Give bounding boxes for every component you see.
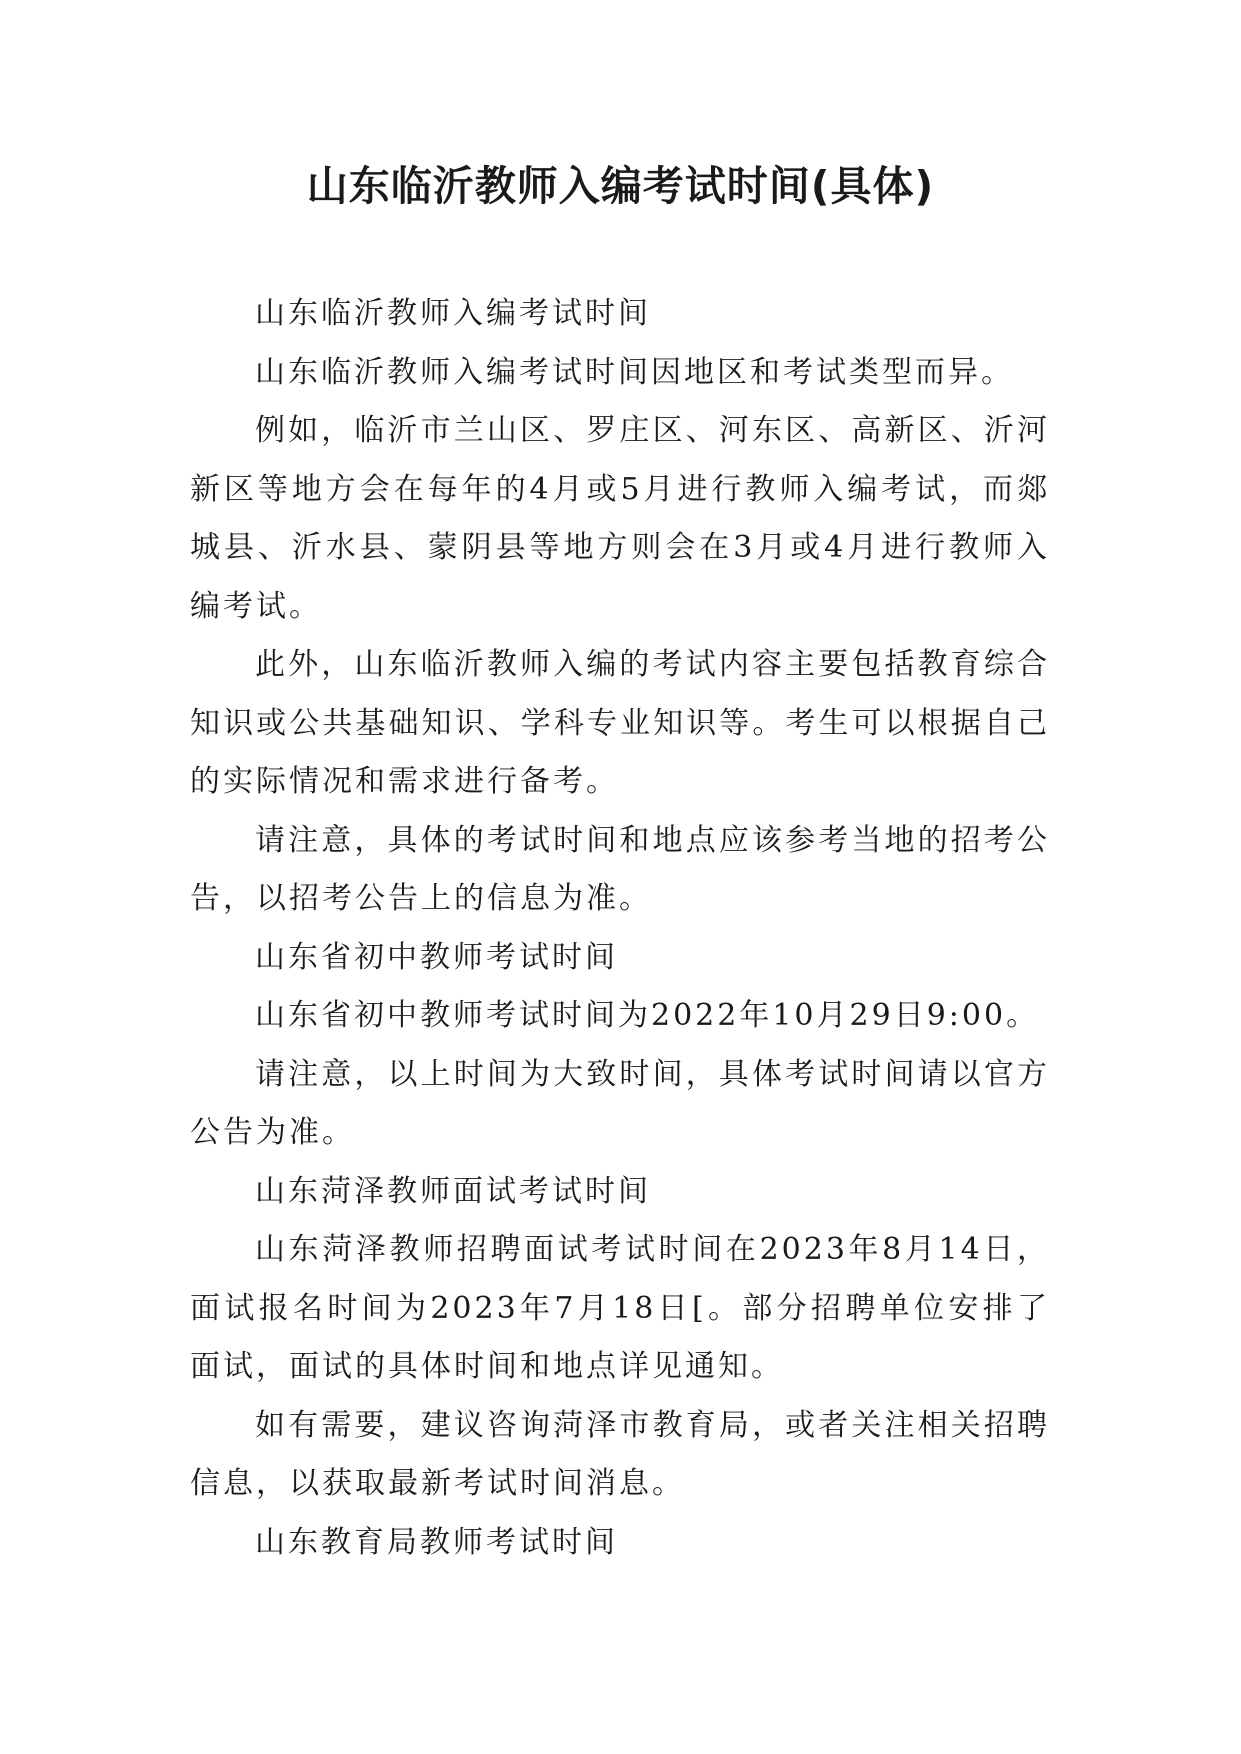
paragraph: 此外，山东临沂教师入编的考试内容主要包括教育综合知识或公共基础知识、学科专业知识等。考生可以根据自己的实际情况和需求进行备考。: [190, 647, 1050, 799]
document-title: 山东临沂教师入编考试时间(具体): [306, 162, 935, 210]
paragraph: 请注意，以上时间为大致时间，具体考试时间请以官方公告为准。: [190, 1056, 1050, 1150]
paragraph: 例如，临沂市兰山区、罗庄区、河东区、高新区、沂河新区等地方会在每年的4月或5月进行教师入编考试，而郯城县、沂水县、蒙阴县等地方则会在3月或4月进行教师入编考试。: [190, 413, 1050, 624]
section-heading: 山东教育局教师考试时间: [255, 1524, 618, 1560]
paragraph: 请注意，具体的考试时间和地点应该参考当地的招考公告，以招考公告上的信息为准。: [190, 822, 1050, 916]
section-heading: 山东临沂教师入编考试时间: [255, 296, 651, 331]
paragraph: 如有需要，建议咨询菏泽市教育局，或者关注相关招聘信息，以获取最新考试时间消息。: [190, 1407, 1050, 1501]
section-heading: 山东菏泽教师面试考试时间: [255, 1173, 651, 1209]
document-body: [190, 285, 1050, 1572]
paragraph: 山东临沂教师入编考试时间因地区和考试类型而异。: [255, 354, 1014, 390]
paragraph: 山东菏泽教师招聘面试考试时间在2023年8月14日，面试报名时间为2023年7月18日[。部分招聘单位安排了面试，面试的具体时间和地点详见通知。: [190, 1232, 1050, 1384]
section-heading: 山东省初中教师考试时间: [255, 939, 618, 975]
paragraph: 山东省初中教师考试时间为2022年10月29日9:00。: [255, 998, 1040, 1033]
